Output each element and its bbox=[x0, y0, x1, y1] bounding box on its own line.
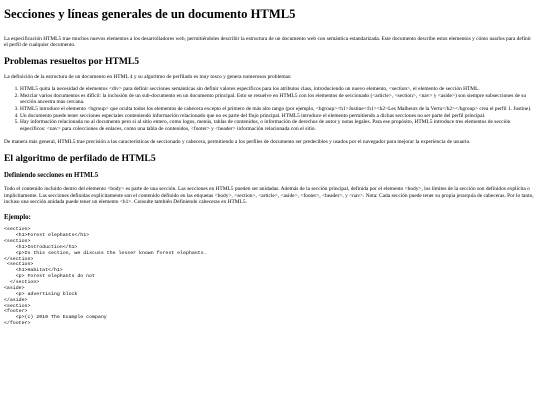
problems-summary: De manera más general, HTML5 trae precisión a las características de seccionado y cabecera, permitiendo a los perfiles de documento ser predecibles y usados por el navegador para mejorar la experiencia de usuario. bbox=[4, 139, 471, 146]
problem-item: 5. Hay información relacionada no al documento pero si al sitio entero, como logos, menús, tablas de contenidos, o información de derechos de autor y notas legales. Para ese propósito, HTML5 introduce tres elementos de sección específicos: <nav> para colecciones de enlaces, como una tabla de contenidos, <footer> y <header> información relacionada con el sitio. bbox=[20, 119, 536, 132]
problems-lead: La definición de la estructura de un documento en HTML 4 y su algoritmo de perfilado es muy tosco y genera numerosos problemas: bbox=[4, 73, 292, 80]
intro-paragraph: La especificación HTML5 trae muchos nuevos elementos a los desarrolladores web, permitiéndoles describir la estructura de un documento web con semántica estandarizada. Este documento describe estos elementos y cómo usarlos para definir el perfil de cualquier documento. bbox=[4, 35, 532, 49]
problems-list bbox=[4, 86, 536, 132]
sections-subheading: Definiendo secciones en HTML5 bbox=[4, 172, 99, 180]
problem-item: 2. Mezclar varios documentos es difícil: la inclusión de un sub-documento en un documento principal. Esto se resuelve en HTML5 con los elementos de seccionado (<article>, <section>, <nav> y <aside>) son siempre subsecciones de su sección ancestra más cercana. bbox=[20, 93, 536, 106]
sections-paragraph: Todo el contenido incluido dentro del elemento <body> es parte de una sección. Las secciones en HTML5 pueden ser anidadas. Además de la sección principal, definida por el elemento <body>, los límites de la sección son definidos explícita o implícitamente. Las secciones definidas explícitamente son el contenido definido en las etiquetas <body>, <section>, <article>, <aside>, <footer>, <header>, y <nav>. Nota: Cada sección puede tener su propia jerarquía de cabeceras. Por lo tanto, incluso una sección anidada puede tener un elemento <h1>. Consulte también Definiendo cabeceras en HTML5. bbox=[4, 185, 534, 206]
example-heading: Ejemplo: bbox=[4, 213, 31, 221]
problem-item: 4. Un documento puede tener secciones especiales conteniendo información relacionado que no es parte del flujo principal. HTML5 introduce el elemento permitiendo a dichas secciones no ser parte del perfil principal. bbox=[20, 113, 536, 120]
problems-heading: Problemas resueltos por HTML5 bbox=[4, 56, 140, 68]
problem-item: 1. HTML5 quita la necesidad de elementos <div> para definir secciones semánticas sin definir valores específicos para los atributos class, introduciendo un nuevo elemento, <section>, el elemento de sección HTML. bbox=[20, 86, 536, 93]
problem-item: 3. HTML5 introduce el elemento <hgroup> que oculta todos los elementos de cabecera excepto el primero de más alto rango (por ejemplo, <hgroup><h1>Justine</h1><h2>Les Malheurs de la Vertu</h2></hgroup> crea el perfil 1. Justine). bbox=[20, 106, 536, 113]
algorithm-heading: El algoritmo de perfilado de HTML5 bbox=[4, 152, 156, 164]
page-title: Secciones y líneas generales de un documento HTML5 bbox=[4, 7, 296, 21]
code-example: <section> <h1>Forest elephants</h1> <section> <h1>Introduction</h1> <p>In this section, we discuss the lesser known forest elephants. </section> <section> <h1>Habitat</h1> <p> Forest elephants do not </section> <aside> <p> advertising block </aside> <section> <footer> <p>(c) 2010 The Example company </footer> bbox=[4, 227, 207, 327]
